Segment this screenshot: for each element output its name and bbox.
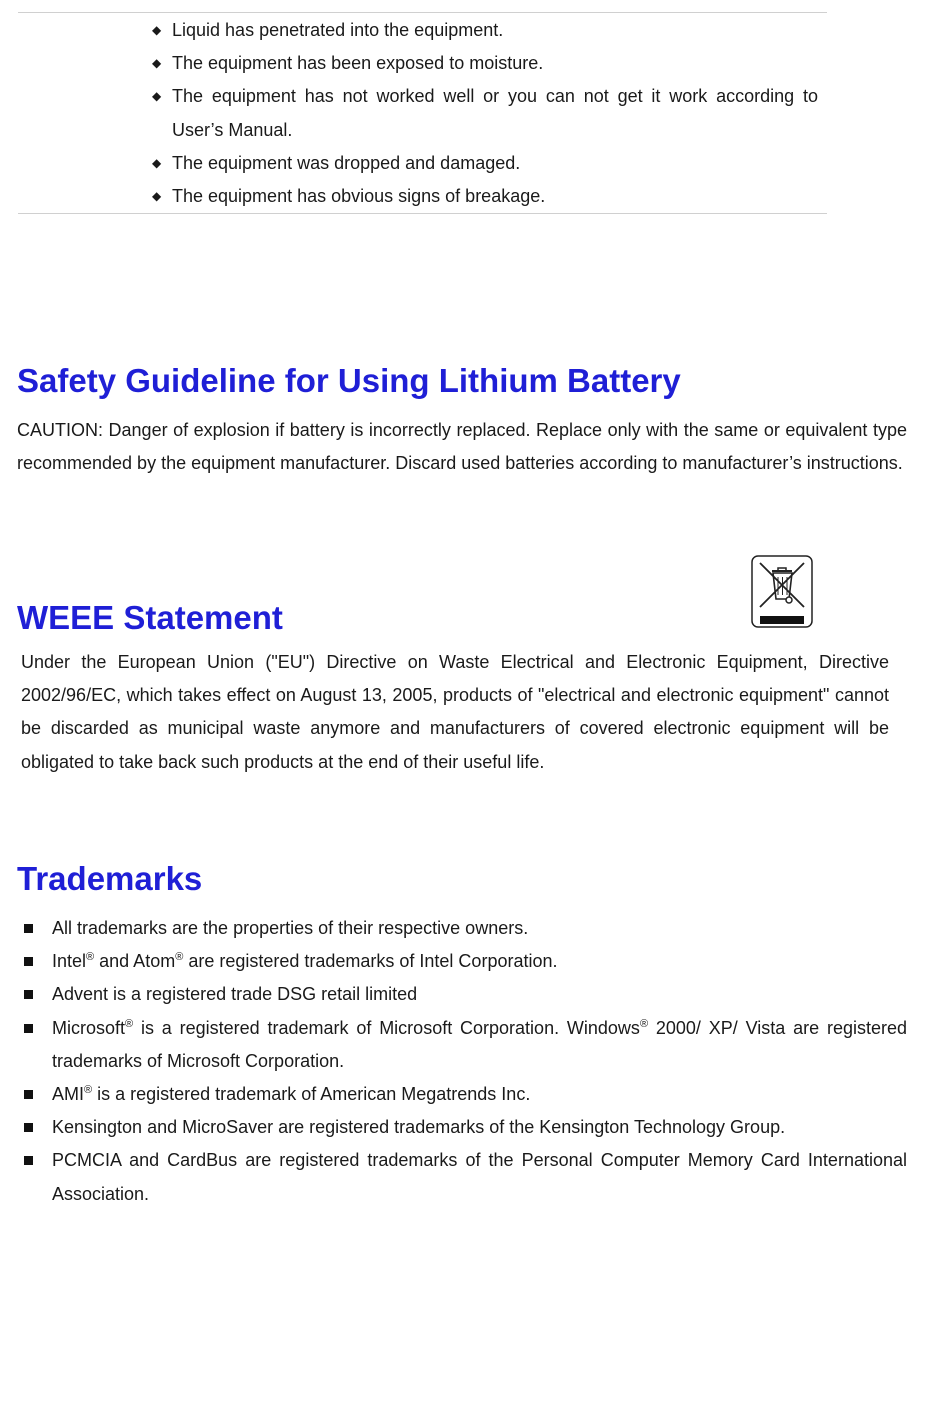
trademark-text: is a registered trademark of American Megatrends Inc. — [92, 1084, 531, 1105]
list-item-text: Kensington and MicroSaver are registered trademarks of the Kensington Technology Group. — [52, 1117, 786, 1138]
crossed-out-wheelie-bin-icon — [751, 555, 813, 628]
trademark-text: AMI — [52, 1084, 85, 1105]
trademark-text: and Atom — [94, 951, 176, 972]
list-item — [22, 1144, 907, 1210]
list-item — [150, 180, 818, 213]
registered-mark: ® — [86, 951, 95, 964]
list-item — [22, 1111, 907, 1144]
square-bullet-icon — [24, 1123, 33, 1132]
trademarks-heading: Trademarks — [17, 860, 203, 897]
registered-mark: ® — [639, 1017, 649, 1030]
list-item — [150, 47, 818, 80]
diamond-bullet-icon: ◆ — [152, 56, 162, 71]
trademark-text: is a registered trademark of Microsoft Corporation. Windows — [133, 1017, 640, 1038]
list-item-text: The equipment was dropped and damaged. — [172, 152, 521, 173]
square-bullet-icon — [24, 1090, 33, 1099]
list-item-text: Advent is a registered trade DSG retail limited — [52, 984, 418, 1005]
list-item-text: Liquid has penetrated into the equipment. — [172, 20, 504, 40]
square-bullet-icon — [24, 990, 33, 999]
battery-heading: Safety Guideline for Using Lithium Battery — [17, 362, 681, 399]
bottom-divider — [18, 213, 827, 214]
registered-mark: ® — [175, 951, 184, 964]
diamond-bullet-icon: ◆ — [152, 89, 162, 104]
square-bullet-icon — [24, 1156, 33, 1165]
list-item-text: The equipment has been exposed to moisture. — [172, 53, 544, 74]
registered-mark: ® — [84, 1084, 93, 1097]
diamond-bullet-icon: ◆ — [152, 23, 162, 37]
trademark-text: Intel — [52, 951, 87, 972]
list-item-text: PCMCIA and CardBus are registered trademarks of the Personal Computer Memory Card International Association. — [52, 1150, 907, 1204]
list-item — [22, 1012, 907, 1078]
list-item — [150, 14, 818, 47]
list-item-text: All trademarks are the properties of their respective owners. — [52, 918, 529, 938]
list-item-text: The equipment has not worked well or you can not get it work according to User’s Manual. — [172, 86, 818, 140]
diamond-bullet-icon: ◆ — [152, 155, 162, 170]
trademark-text: Microsoft — [52, 1017, 126, 1038]
list-item — [150, 80, 818, 146]
weee-statement-text: Under the European Union ("EU") Directive on Waste Electrical and Electronic Equipment, Directive 2002/96/EC, which takes effect on August 13, 2005, products of "electrical and electronic equipment" cannot be discarded as municipal waste anymore and manufacturers of covered electronic equipment will be obligated to take back such products at the end of their useful life. — [21, 652, 889, 772]
trademarks-list — [22, 912, 907, 1211]
diamond-bullet-icon: ◆ — [152, 189, 162, 204]
square-bullet-icon — [24, 924, 33, 933]
registered-mark: ® — [125, 1017, 134, 1030]
list-item — [22, 912, 907, 945]
battery-caution-text: CAUTION: Danger of explosion if battery is incorrectly replaced. Replace only with the same or equivalent type recommended by the equipment manufacturer. Discard used batteries according to manufacturer’s instructions. — [17, 420, 907, 474]
trademark-text: 2000/ XP/ Vista are registered trademarks of Microsoft Corporation. — [52, 1017, 907, 1071]
list-item — [150, 147, 818, 180]
list-item — [22, 945, 907, 978]
trademark-text: are registered trademarks of Intel Corporation. — [183, 951, 558, 972]
square-bullet-icon — [24, 1024, 33, 1033]
conditions-list — [150, 14, 818, 213]
list-item — [22, 1078, 907, 1111]
top-divider — [18, 12, 827, 13]
list-item — [22, 978, 907, 1011]
list-item-text: The equipment has obvious signs of breakage. — [172, 186, 546, 207]
square-bullet-icon — [24, 957, 33, 966]
weee-heading: WEEE Statement — [17, 599, 283, 636]
